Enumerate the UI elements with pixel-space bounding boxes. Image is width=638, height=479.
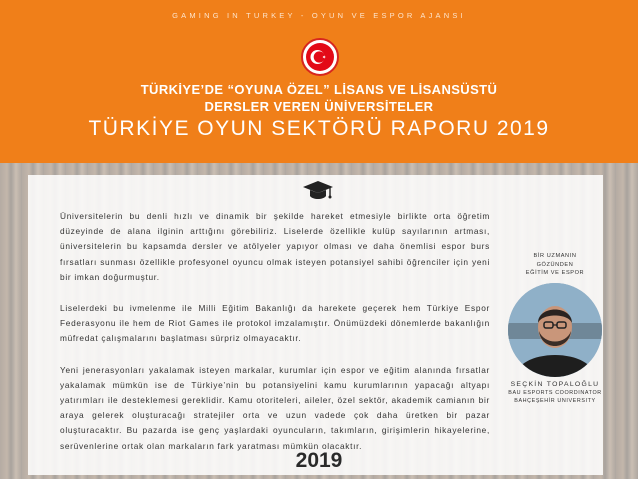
paragraph-1: Üniversitelerin bu denli hızlı ve dinamik bir şekilde hareket etmesiyle birlikte orta öğretim düzeyinde de alana ilginin arttığını görebiliriz. Liselerde özellikle kulüp sayılarının artması, üniversitelerin bu kapsamda dersler ve atölyeler yapıyor olması ve daha önemlisi espor burs fırsatları sunması özellikle profesyonel oyuncu olmak isteyen potansiyel sahibi öğrenciler için yeni bir imkan doğurmuştur. bbox=[60, 211, 490, 282]
graduation-cap-icon bbox=[302, 180, 334, 207]
expert-caption bbox=[500, 252, 610, 278]
expert-role-line-1: BAU ESPORTS COORDINATOR bbox=[508, 390, 602, 396]
paragraph-3: Yeni jenerasyonları yakalamak isteyen markalar, kurumlar için espor ve eğitim alanında fırsatlar yakalamak mümkün ise de Türkiye’nin bu potansiyelini kamu kurumlarının yapacağı altyapı yatırımları ile desteklemesi gereklidir. Kamu otoriteleri, aileler, özel sektör, akademik camianın bir araya gelerek oluşturacağı stratejiler orta ve uzun vadede çok daha üretken bir pazar oluşturacaktır. Bu pazarda ise genç yaşlardaki oyuncuların, takımların, girişimlerin hikayelerine, serüvenlerine ortak olan markaların fark yaratması mümkün olacaktır. bbox=[60, 364, 490, 451]
expert-role-line-2: BAHÇEŞEHİR UNIVERSITY bbox=[514, 397, 596, 404]
expert-caption-line-2: GÖZÜNDEN bbox=[536, 261, 574, 268]
report-title: TÜRKİYE OYUN SEKTÖRÜ RAPORU 2019 bbox=[88, 117, 550, 140]
report-header bbox=[0, 0, 638, 163]
agency-name: GAMING IN TURKEY - OYUN VE ESPOR AJANSI bbox=[172, 11, 466, 20]
expert-role bbox=[494, 390, 616, 405]
expert-name: SEÇKİN TOPALOĞLU bbox=[510, 381, 600, 388]
paragraph-2: Liselerdeki bu ivmelenme ile Milli Eğitim Bakanlığı da harekete geçerek hem Türkiye Espor Federasyonu ile hem de Riot Games ile protokol imzalamıştır. Önümüzdeki dönemlerde bakanlığın müfredat çalışmalarını başlatması sürpriz olmayacaktır. bbox=[60, 303, 490, 344]
turkish-flag-icon bbox=[301, 38, 339, 76]
title-line-2: DERSLER VEREN ÜNİVERSİTELER bbox=[204, 99, 434, 114]
expert-caption-line-3: EĞİTİM VE ESPOR bbox=[525, 270, 585, 276]
body-text bbox=[60, 209, 490, 470]
footer-year: 2019 bbox=[295, 449, 343, 472]
expert-caption-line-1: BİR UZMANIN bbox=[533, 253, 577, 259]
avatar bbox=[508, 283, 602, 377]
title-line-1: TÜRKİYE’DE “OYUNA ÖZEL” LİSANS VE LİSANSÜSTÜ bbox=[140, 82, 498, 97]
